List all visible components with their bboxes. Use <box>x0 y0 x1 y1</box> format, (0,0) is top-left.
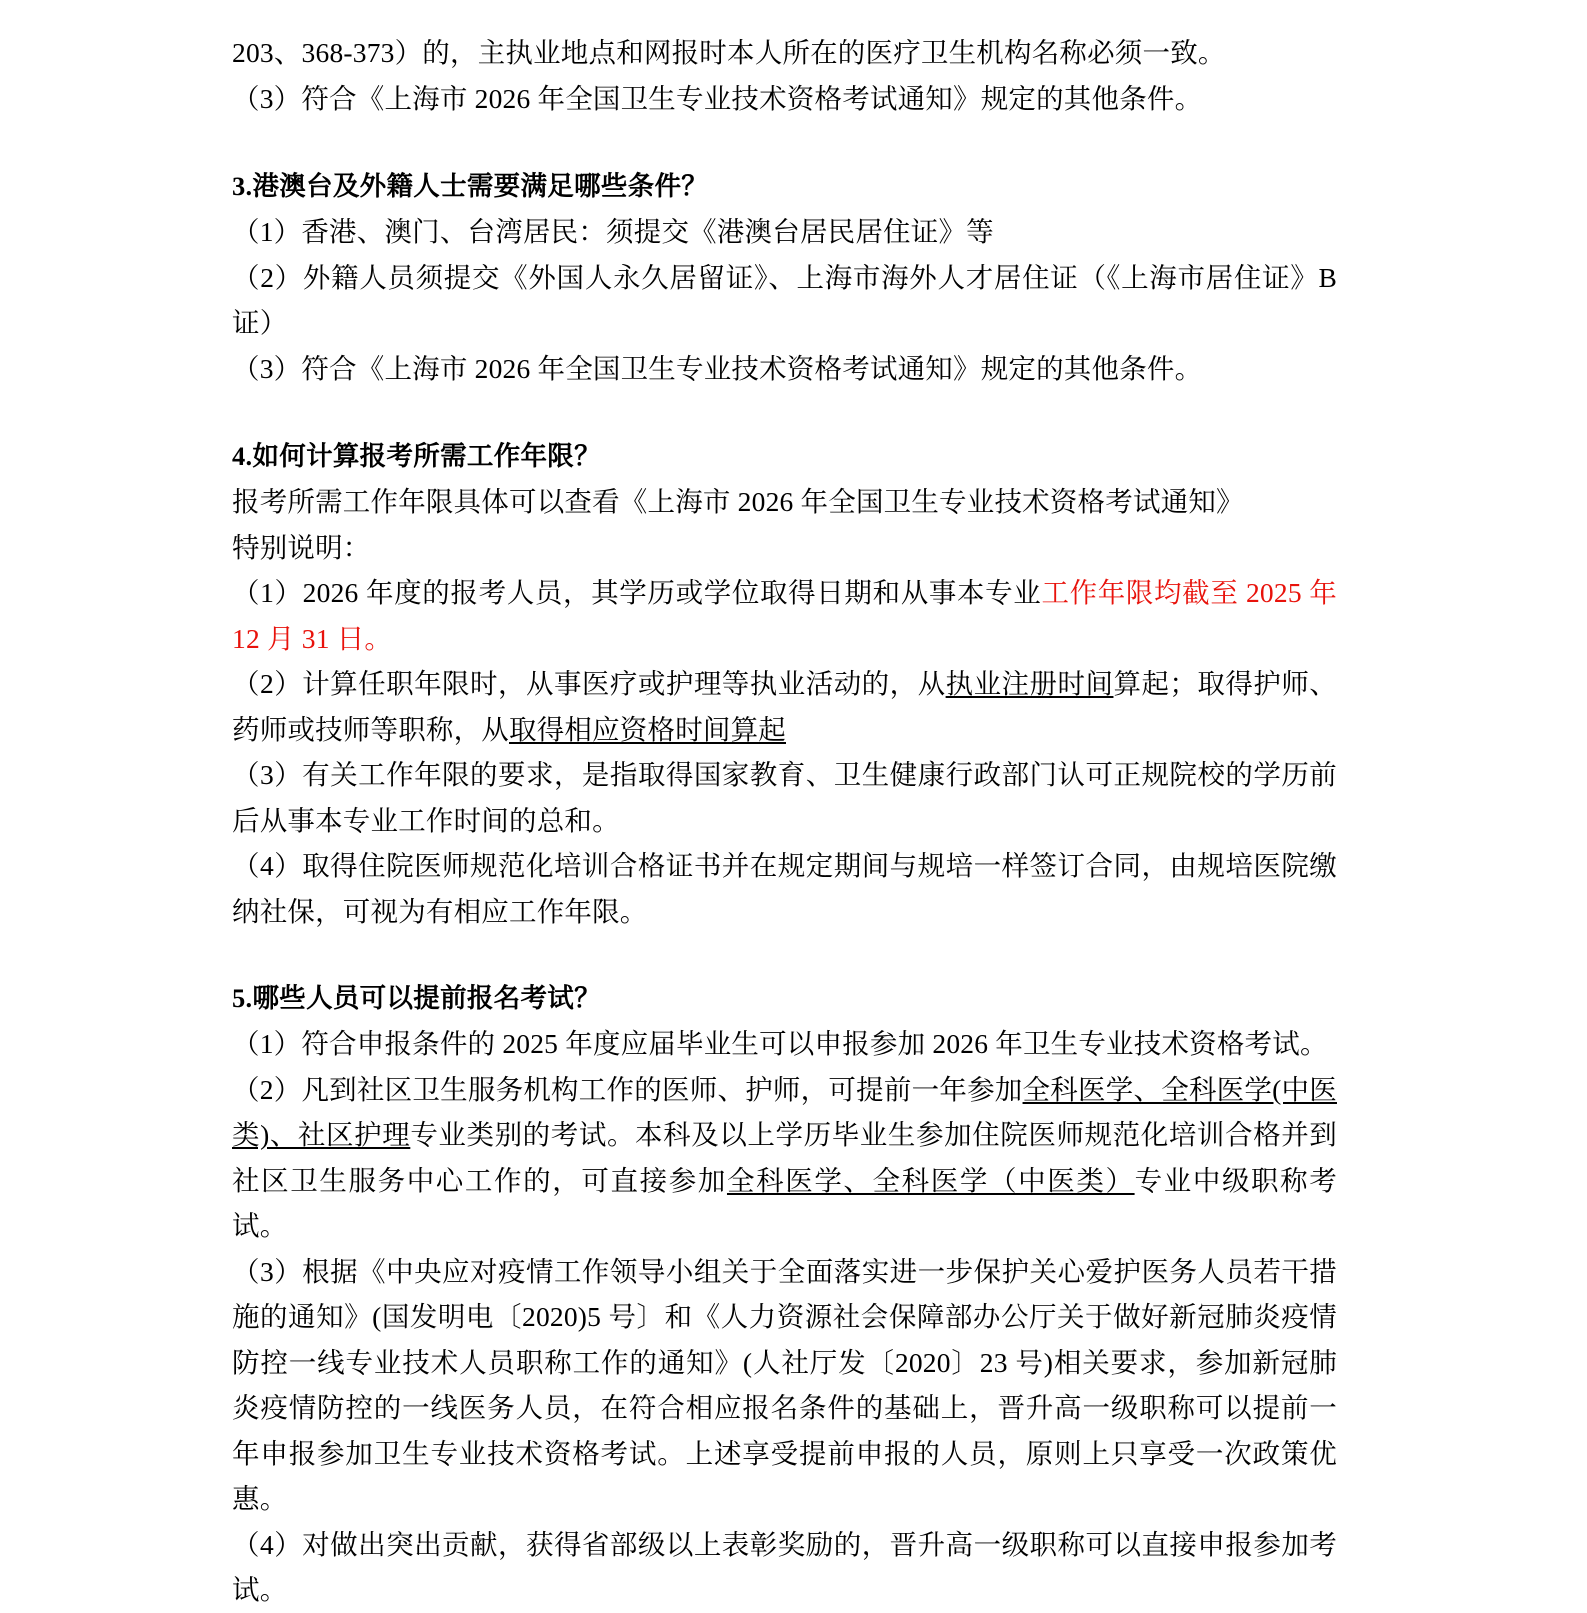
spacer <box>232 391 1337 434</box>
section-5-item-2-suffix: 专业中级职称考试。 <box>232 1164 1337 1241</box>
section-5-heading <box>232 976 1337 1021</box>
intro-line-1: 203、368-373）的，主执业地点和网报时本人所在的医疗卫生机构名称必须一致。 <box>232 37 1226 68</box>
section-4-item-2 <box>232 661 1337 752</box>
section-3-heading <box>232 164 1337 209</box>
section-4-item-2-underline-2: 取得相应资格时间算起 <box>509 713 786 745</box>
section-5-title: 哪些人员可以提前报名考试？ <box>252 983 601 1013</box>
section-4-heading <box>232 434 1337 479</box>
section-4-item-2-middle: 算起；取得护师、药师或技师等职称，从 <box>232 668 1337 745</box>
section-5 <box>232 976 1337 1613</box>
section-4-item-3: （3）有关工作年限的要求，是指取得国家教育、卫生健康行政部门认可正规院校的学历前后从事本专业工作时间的总和。 <box>232 759 1337 836</box>
spacer <box>232 121 1337 164</box>
section-3 <box>232 164 1337 391</box>
section-4-note-label: 特别说明： <box>232 531 371 563</box>
section-4 <box>232 434 1337 934</box>
spacer <box>232 934 1337 976</box>
section-3-item-1: （1）香港、澳门、台湾居民：须提交《港澳台居民居住证》等 <box>232 216 994 247</box>
section-5-item-2 <box>232 1067 1337 1249</box>
intro-continuation-block <box>232 30 1337 121</box>
section-3-title: 港澳台及外籍人士需要满足哪些条件？ <box>252 171 709 201</box>
section-4-number: 4. <box>232 441 253 471</box>
section-4-lead: 报考所需工作年限具体可以查看《上海市 2026 年全国卫生专业技术资格考试通知》 <box>232 486 1244 517</box>
section-4-title: 如何计算报考所需工作年限？ <box>252 441 601 471</box>
section-5-item-2-prefix: （2）凡到社区卫生服务机构工作的医师、护师，可提前一年参加 <box>232 1073 1023 1105</box>
section-4-item-2-prefix: （2）计算任职年限时，从事医疗或护理等执业活动的，从 <box>232 668 946 699</box>
section-5-item-2-middle: 专业类别的考试。本科及以上学历毕业生参加住院医师规范化培训合格并到社区卫生服务中心工作的，可直接参加 <box>232 1119 1337 1196</box>
section-4-item-1-highlight: 工作年限均截至 2025 年 12 月 31 日。 <box>232 577 1337 654</box>
section-3-item-2: （2）外籍人员须提交《外国人永久居留证》、上海市海外人才居住证（《上海市居住证》B 证） <box>232 261 1337 338</box>
section-5-item-1: （1）符合申报条件的 2025 年度应届毕业生可以申报参加 2026 年卫生专业技术资格考试。 <box>232 1028 1328 1059</box>
section-5-item-3: （3）根据《中央应对疫情工作领导小组关于全面落实进一步保护关心爱护医务人员若干措施的通知》(国发明电〔2020)5 号〕和《人力资源社会保障部办公厅关于做好新冠肺炎疫情防控一线专业技术人员职称工作的通知》(人社厅发〔2020〕23 号)相关要求，参加新冠肺炎疫情防控的一线医务人员，在符合相应报名条件的基础上，晋升高一级职称可以提前一年申报参加卫生专业技术资格考试。上述享受提前申报的人员，原则上只享受一次政策优惠。 <box>232 1255 1337 1514</box>
section-5-item-2-underline-2: 全科医学、全科医学（中医类） <box>726 1164 1135 1196</box>
section-3-number: 3. <box>232 171 253 201</box>
section-4-item-1 <box>232 570 1337 661</box>
section-3-item-3: （3）符合《上海市 2026 年全国卫生专业技术资格考试通知》规定的其他条件。 <box>232 352 1203 384</box>
intro-item-3: （3）符合《上海市 2026 年全国卫生专业技术资格考试通知》规定的其他条件。 <box>232 82 1203 114</box>
section-5-item-4: （4）对做出突出贡献，获得省部级以上表彰奖励的，晋升高一级职称可以直接申报参加考试。 <box>232 1528 1337 1605</box>
section-4-item-4: （4）取得住院医师规范化培训合格证书并在规定期间与规培一样签订合同，由规培医院缴纳社保，可视为有相应工作年限。 <box>232 850 1337 927</box>
section-5-item-2-underline-1: 全科医学、全科医学(中医类)、社区护理 <box>232 1073 1337 1150</box>
section-4-item-1-prefix: （1）2026 年度的报考人员，其学历或学位取得日期和从事本专业 <box>232 577 1042 608</box>
section-5-number: 5. <box>232 983 253 1013</box>
section-4-item-2-underline-1: 执业注册时间 <box>945 668 1114 699</box>
